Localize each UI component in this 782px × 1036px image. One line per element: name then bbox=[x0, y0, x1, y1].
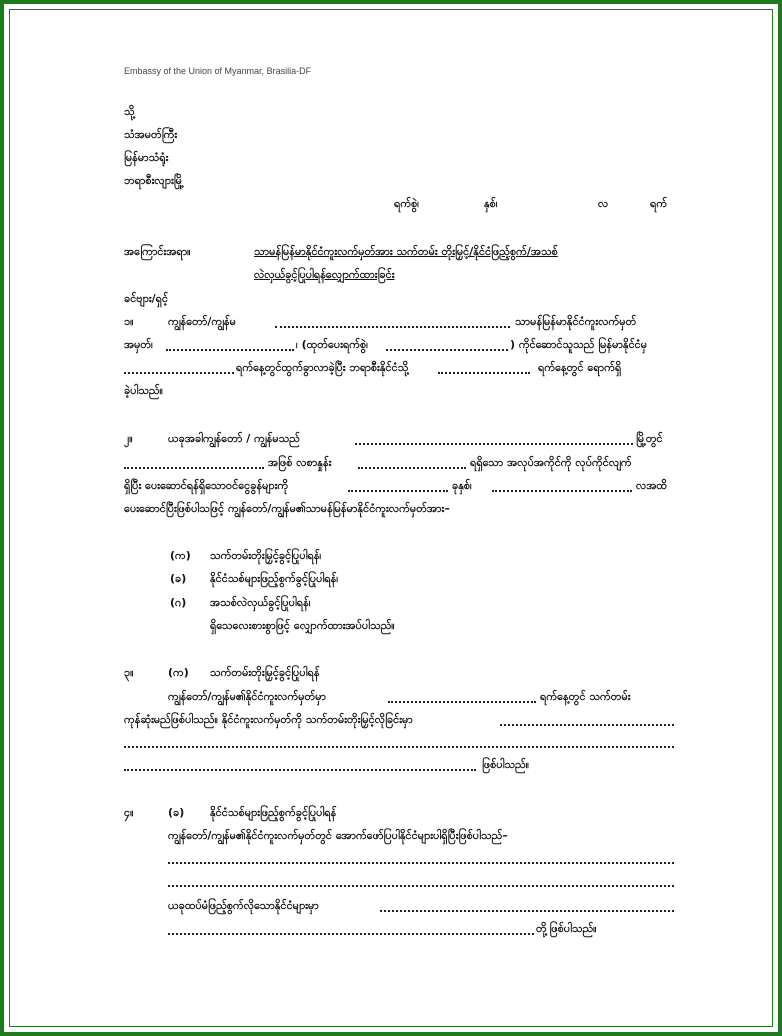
para1-text: ခဲ့ပါသည်။ bbox=[124, 384, 163, 397]
fill-line bbox=[124, 467, 264, 469]
fill-line bbox=[500, 724, 674, 726]
item-text: သက်တမ်းတိုးမြှင့်ခွင့်ပြုပါရန်၊ bbox=[210, 549, 322, 562]
fill-line bbox=[168, 885, 674, 887]
para1-text: ကျွန်တော်/ကျွန်မ bbox=[168, 315, 236, 328]
para4-number: ၄။ bbox=[124, 806, 134, 819]
date-month-label: လ bbox=[598, 197, 609, 210]
para3-text: ဖြစ်ပါသည်။ bbox=[482, 758, 530, 771]
address-line-3: မြန်မာသံရုံး bbox=[124, 151, 169, 164]
fill-line bbox=[168, 862, 674, 864]
para1-text: အမှတ်၊ bbox=[124, 338, 153, 351]
para3-text: ရက်နေ့တွင် သက်တမ်း bbox=[540, 690, 631, 703]
para3-text: ကုန်ဆုံးမည်ဖြစ်ပါသည်။ နိုင်ငံကူးလက်မှတ်ကို သက်တမ်းတိုးမြှင့်လိုခြင်းမှာ bbox=[124, 713, 413, 726]
item-text: နိုင်ငံသစ်များဖြည့်စွက်ခွင့်ပြုပါရန်၊ bbox=[210, 572, 339, 585]
para1-text: သာမန်မြန်မာနိုင်ငံကူးလက်မှတ် bbox=[515, 315, 637, 328]
fill-line bbox=[124, 769, 476, 771]
address-line-2: သံအမတ်ကြီး bbox=[124, 128, 178, 141]
para2-text: ယခုအခါကျွန်တော် / ကျွန်မသည် bbox=[168, 432, 300, 445]
date-year-label: ရက်စွဲ၊ bbox=[394, 197, 420, 210]
para3-number: ၃။ bbox=[124, 666, 134, 679]
para3-text: ကျွန်တော်/ကျွန်မ၏နိုင်ငံကူးလက်မှတ်မှာ bbox=[168, 690, 327, 703]
fill-line bbox=[380, 910, 674, 912]
para4-text: ယခုထပ်မံဖြည့်စွက်လိုသောနိုင်ငံများမှာ bbox=[168, 899, 319, 912]
para2-text: ပေးဆောင်ပြီးဖြစ်ပါသဖြင့် ကျွန်တော်/ကျွန်မ၏သာမန်မြန်မာနိုင်ငံကူးလက်မှတ်အား– bbox=[124, 502, 450, 515]
para2-number: ၂။ bbox=[124, 432, 133, 445]
fill-line bbox=[355, 443, 633, 445]
fill-line bbox=[492, 490, 632, 492]
fill-line bbox=[275, 326, 510, 328]
para1-text: ရက်နေ့တွင်ထွက်ခွာလာခဲ့ပြီး ဘရာစီးနိုင်ငံသို့ bbox=[236, 361, 409, 374]
fill-line bbox=[388, 701, 536, 703]
item-marker: (ဂ) bbox=[170, 596, 187, 609]
item-marker: (က) bbox=[170, 549, 191, 562]
subject-line-1: သာမန်မြန်မာနိုင်ငံကူးလက်မှတ်အား သက်တမ်း တိုးမြှင့်/နိုင်ငံဖြည့်စွက်/အသစ် bbox=[254, 245, 558, 258]
document-header: Embassy of the Union of Myanmar, Brasilia-DF bbox=[124, 66, 312, 76]
section-title: သက်တမ်းတိုးမြှင့်ခွင့်ပြုပါရန် bbox=[210, 666, 320, 679]
subject-line-2: လဲလှယ်ခွင့်ပြုပါရန်လျှောက်ထားခြင်း bbox=[254, 268, 395, 281]
para4-text: ကျွန်တော်/ကျွန်မ၏နိုင်ငံကူးလက်မှတ်တွင် အောက်ဖော်ပြပါနိုင်ငံများပါရှိပြီးဖြစ်ပါသည်– bbox=[168, 829, 508, 842]
item-text: အသစ်လဲလှယ်ခွင့်ပြုပါရန်၊ bbox=[210, 596, 311, 609]
para1-text: ၊ (ထုတ်ပေးရက်စွဲ၊ bbox=[296, 338, 368, 351]
para2-text: အဖြစ် လစာနှုန်း bbox=[268, 456, 332, 469]
item-marker: (က) bbox=[168, 666, 189, 679]
address-line-1: သို့ bbox=[124, 105, 135, 118]
subject-label: အကြောင်းအရာ။ bbox=[124, 245, 191, 258]
para2-text: ရှိပြီး ပေးဆောင်ရန်ရှိသောဝင်ငွေခွန်များကို bbox=[124, 479, 289, 492]
item-marker: (ခ) bbox=[170, 572, 187, 585]
fill-line bbox=[124, 746, 674, 748]
para4-text: တို့ဖြစ်ပါသည်။ bbox=[536, 922, 597, 935]
para2-text: မြို့တွင် bbox=[636, 432, 663, 445]
fill-line bbox=[348, 490, 448, 492]
fill-line bbox=[166, 349, 294, 351]
para2-text: ခုနှစ်၊ bbox=[452, 479, 472, 492]
date-suffix-label: ရက် bbox=[650, 197, 668, 210]
para2-text: လအထိ bbox=[636, 479, 668, 492]
section-title: နိုင်ငံသစ်များဖြည့်စွက်ခွင့်ပြုပါရန် bbox=[210, 806, 337, 819]
fill-line bbox=[358, 467, 466, 469]
salutation: ခင်ဗျား/ရှင့် bbox=[124, 292, 169, 305]
fill-line bbox=[386, 349, 508, 351]
item-marker: (ခ) bbox=[168, 806, 185, 819]
para1-text: ရက်နေ့တွင် ရောက်ရှိ bbox=[538, 361, 622, 374]
para1-number: ၁။ bbox=[124, 315, 134, 328]
fill-line bbox=[168, 933, 534, 935]
para2-text: ရရှိသော အလုပ်အကိုင်ကို လုပ်ကိုင်လျက် bbox=[470, 456, 632, 469]
para1-text: ) ကိုင်ဆောင်သူသည် မြန်မာနိုင်ငံမှ bbox=[510, 338, 648, 351]
fill-line bbox=[438, 372, 530, 374]
date-day-label: နှစ်၊ bbox=[484, 197, 498, 210]
closing-text: ရှိသေလေးစားစွာဖြင့် လျှောက်ထားအပ်ပါသည်။ bbox=[210, 619, 395, 632]
fill-line bbox=[124, 372, 234, 374]
address-line-4: ဘရာစီးလျားမြို့ bbox=[124, 174, 184, 187]
